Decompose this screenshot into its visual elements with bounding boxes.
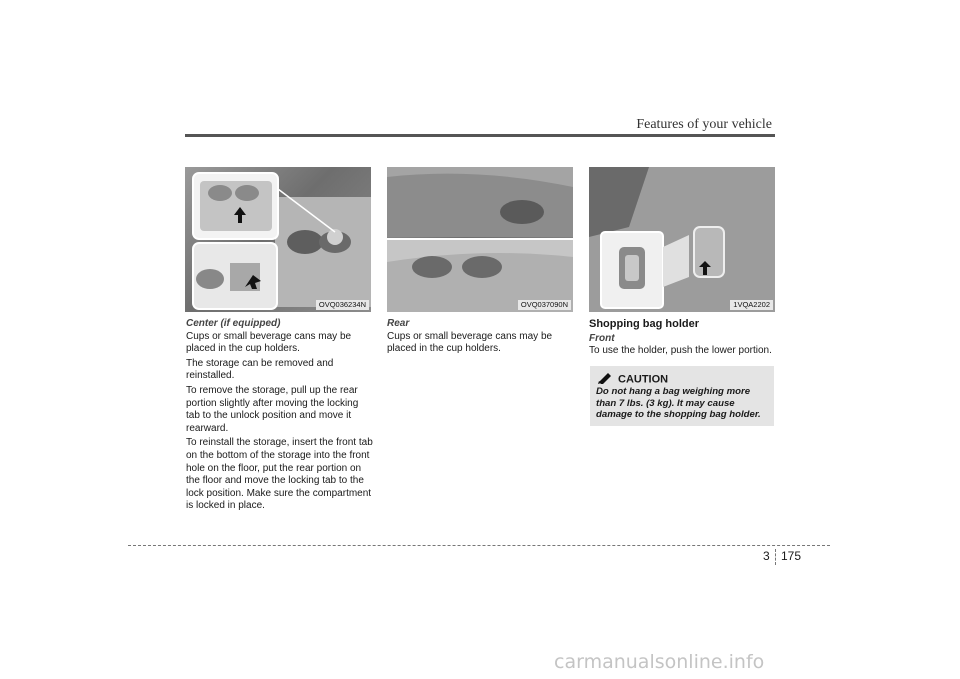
paragraph: Cups or small beverage cans may be placed in the cup holders. <box>186 330 352 355</box>
header-divider <box>185 134 775 137</box>
page-header-title: Features of your vehicle <box>636 117 772 132</box>
page-number-separator <box>775 549 776 565</box>
watermark: carmanualsonline.info <box>554 651 765 673</box>
caution-pencil-icon <box>598 372 612 387</box>
paragraph: Cups or small beverage cans may be placed in the cup holders. <box>387 330 553 355</box>
caution-text: Do not hang a bag weighing more than 7 lbs. (3 kg). It may cause damage to the shopping bag holder. <box>596 386 761 420</box>
section-title: Shopping bag holder <box>589 318 699 330</box>
figure-code: OVQ036234N <box>316 300 369 310</box>
page-number: 175 <box>781 549 802 563</box>
figure-center-cup-holder <box>185 167 371 312</box>
paragraph: The storage can be removed and reinstalled. <box>186 357 334 382</box>
caution-label: CAUTION <box>618 373 669 386</box>
figure-shopping-bag-holder <box>589 167 775 312</box>
shopping-bag-holder-text <box>589 318 777 360</box>
shopping-bag-holder-illustration <box>589 167 775 312</box>
center-cup-holder-text <box>186 318 374 515</box>
center-subheading: Center (if equipped) <box>186 318 281 329</box>
rear-cup-holder-text <box>387 318 575 358</box>
figure-rear-cup-holder <box>387 167 573 312</box>
figure-code: 1VQA2202 <box>730 300 773 310</box>
center-cup-holder-illustration <box>185 167 371 312</box>
figure-code: OVQ037090N <box>518 300 571 310</box>
paragraph: To remove the storage, pull up the rear portion slightly after moving the locking tab to the unlock position and move it rearward. <box>186 384 359 434</box>
chapter-number: 3 <box>763 549 770 563</box>
caution-header <box>598 372 668 387</box>
paragraph: To use the holder, push the lower portion. <box>589 345 772 357</box>
front-subheading: Front <box>589 332 615 344</box>
footer-divider <box>128 545 830 546</box>
rear-cup-holder-illustration <box>387 167 573 312</box>
paragraph: To reinstall the storage, insert the front tab on the bottom of the storage into the front hole on the floor, put the rear portion on the floor and move the locking tab to the lock position. Make sure the compartment is locked in place. <box>186 437 373 512</box>
rear-subheading: Rear <box>387 318 410 329</box>
caution-box <box>590 366 774 426</box>
